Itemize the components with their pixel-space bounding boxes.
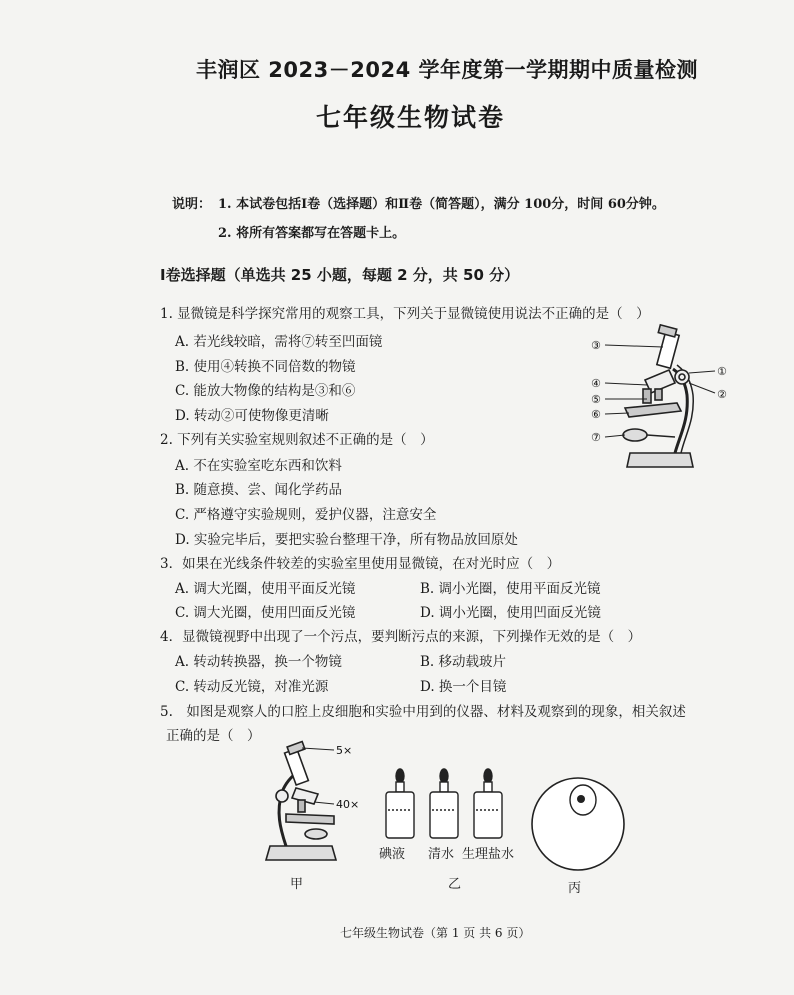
bottle-label-water: 清水 [428,847,455,862]
fig1-label-3: ③ [591,339,601,352]
page-footer: 七年级生物试卷（第 1 页 共 6 页） [340,926,531,940]
question-4-option-c: C. 转动反光镜，对准光源 [175,679,329,695]
lens-label-5x: 5× [336,744,353,757]
question-2-option-c: C. 严格遵守实验规则，爱护仪器，注意安全 [175,507,437,523]
question-1-stem: 1. 显微镜是科学探究常用的观察工具，下列关于显微镜使用说法不正确的是（ ） [160,306,650,322]
fig1-label-5: ⑤ [591,393,601,406]
question-3-option-b: B. 调小光圈，使用平面反光镜 [420,581,601,597]
exam-subtitle: 七年级生物试卷 [316,103,506,132]
microscope-diagram-q1 [585,325,735,475]
question-5-stem-continued: 正确的是（ ） [166,728,261,744]
section-title: Ⅰ卷选择题（单选共 25 小题，每题 2 分，共 50 分） [160,266,520,284]
question-5-stem: 5. 如图是观察人的口腔上皮细胞和实验中用到的仪器、材料及观察到的现象，相关叙述 [160,704,686,720]
question-4-option-b: B. 移动载玻片 [420,654,507,670]
fig1-label-7: ⑦ [591,431,601,444]
question-4-stem: 4．显微镜视野中出现了一个污点，要判断污点的来源，下列操作无效的是（ ） [160,629,642,645]
question-4-option-d: D. 换一个目镜 [420,679,507,695]
question-1-option-c: C. 能放大物像的结构是③和⑥ [175,383,356,399]
question-3-option-c: C. 调大光圈，使用凹面反光镜 [175,605,356,621]
exam-header-title: 丰润区 2023－2024 学年度第一学期期中质量检测 [196,58,699,82]
dropper-bottle-water [430,769,458,838]
question-1-option-b: B. 使用④转换不同倍数的物镜 [175,359,356,375]
instructions-line-2: 2. 将所有答案都写在答题卡上。 [218,226,406,241]
instructions-line-1: 1. 本试卷包括Ⅰ卷（选择题）和Ⅱ卷（简答题），满分 100分，时间 60分钟。 [218,197,665,212]
question-2-option-a: A. 不在实验室吃东西和饮料 [175,458,342,474]
instructions-label: 说明： [172,197,212,212]
fig1-label-2: ② [717,388,727,401]
question-3-option-d: D. 调小光圈，使用凹面反光镜 [420,605,601,621]
microscope-diagram-jia [262,742,372,862]
lens-label-40x: 40× [336,798,360,811]
question-3-option-a: A. 调大光圈，使用平面反光镜 [175,581,356,597]
question-4-option-a: A. 转动转换器，换一个物镜 [175,654,342,670]
figure-caption-yi: 乙 [448,877,462,892]
bottle-label-iodine: 碘液 [379,847,406,862]
question-2-option-b: B. 随意摸、尝、闻化学药品 [175,482,343,498]
fig1-label-1: ① [717,365,727,378]
field-of-view-bing [528,774,628,874]
dropper-bottle-iodine [386,769,414,838]
question-1-option-d: D. 转动②可使物像更清晰 [175,408,329,424]
figure-caption-bing: 丙 [568,881,582,896]
question-3-stem: 3．如果在光线条件较差的实验室里使用显微镜，在对光时应（ ） [160,556,561,572]
question-2-stem: 2. 下列有关实验室规则叙述不正确的是（ ） [160,432,434,448]
dropper-bottle-saline [474,769,502,838]
bottle-label-saline: 生理盐水 [462,847,515,862]
fig1-label-6: ⑥ [591,408,601,421]
question-2-option-d: D. 实验完毕后，要把实验台整理干净，所有物品放回原处 [175,532,518,548]
fig1-label-4: ④ [591,377,601,390]
figure-caption-jia: 甲 [290,877,304,892]
question-1-option-a: A. 若光线较暗，需将⑦转至凹面镜 [175,334,383,350]
